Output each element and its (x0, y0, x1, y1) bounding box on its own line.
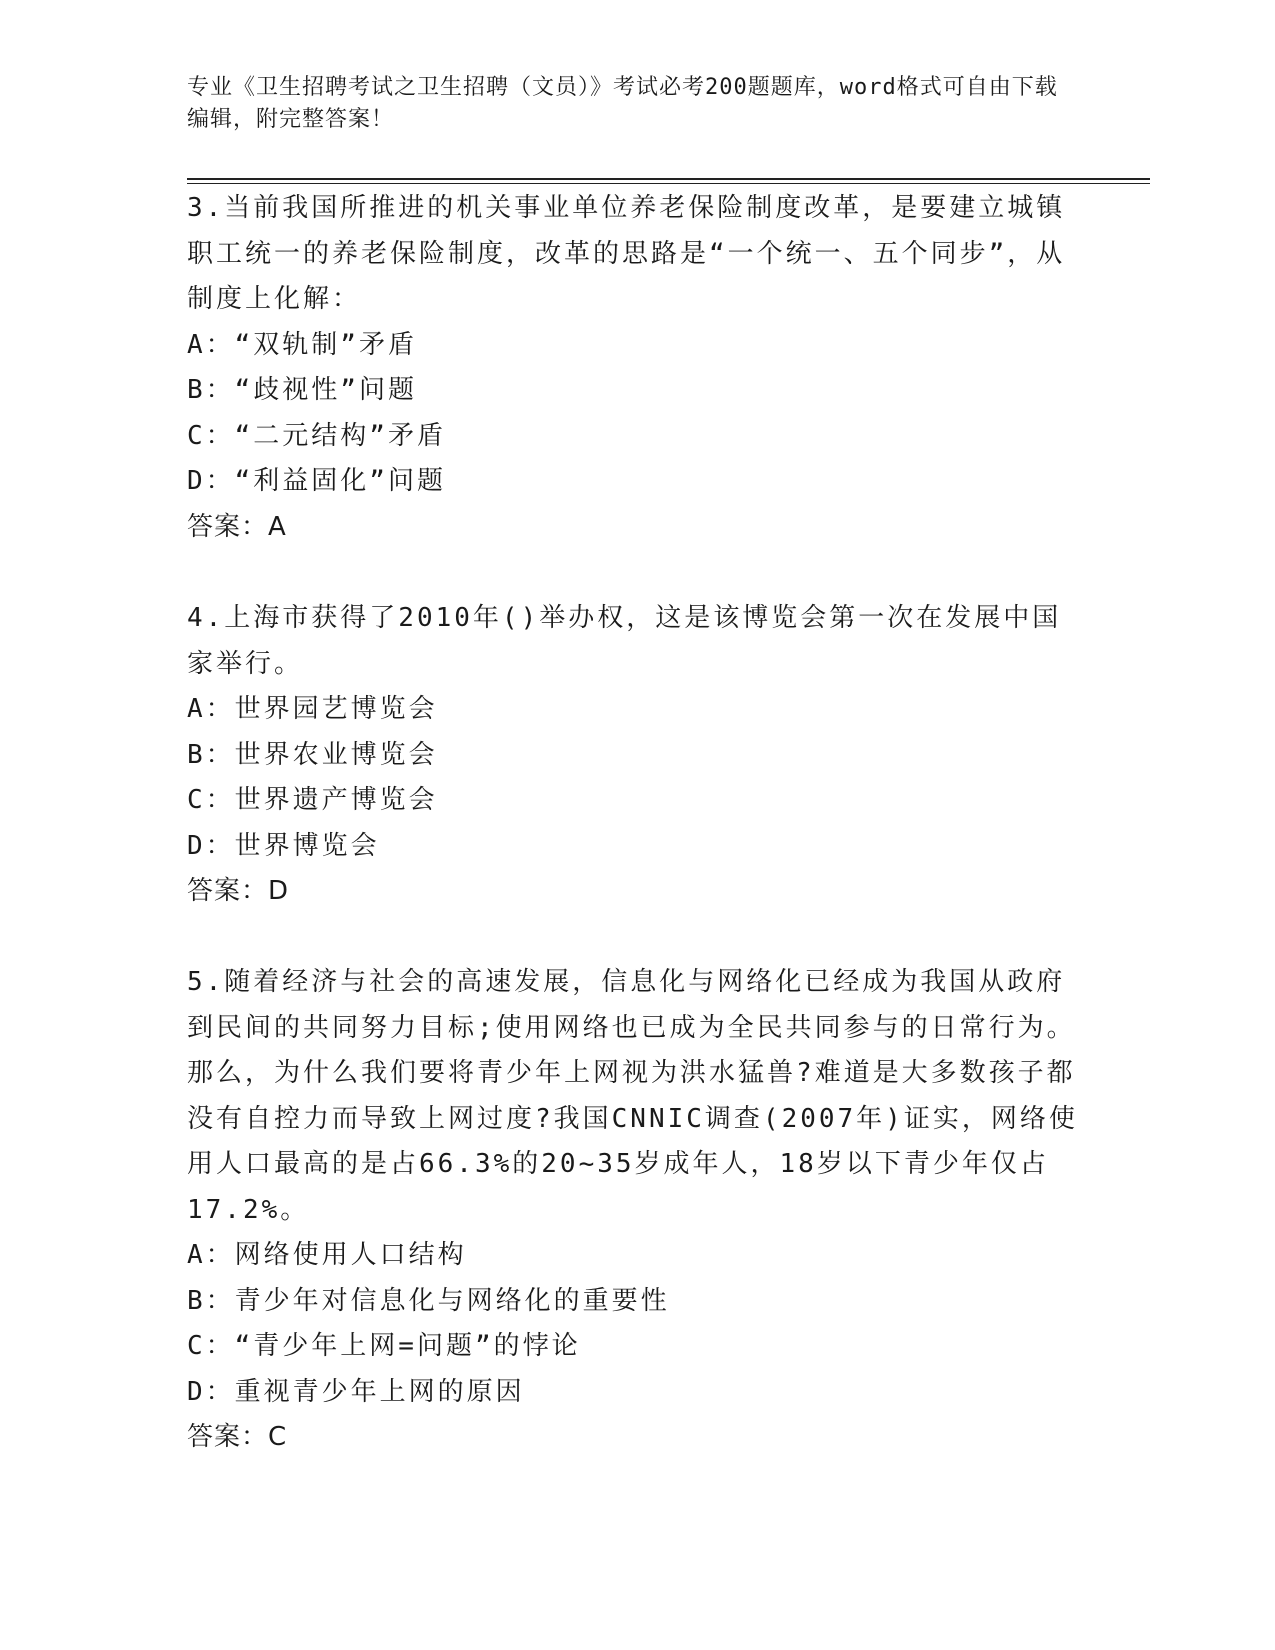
option-a: A：网络使用人口结构 (187, 1240, 467, 1270)
option-a: A：“双轨制”矛盾 (187, 329, 417, 360)
option-d: D：“利益固化”问题 (187, 466, 446, 496)
option-c: C：“二元结构”矛盾 (187, 420, 446, 451)
question-stem: 4.上海市获得了2010年()举办权，这是该博览会第一次在发展中国家举行。 (187, 603, 1062, 679)
answer: 答案：A (187, 511, 287, 542)
question-3 (187, 186, 1087, 550)
option-b: B：“歧视性”问题 (187, 375, 417, 405)
option-a: A：世界园艺博览会 (187, 694, 438, 724)
question-4 (187, 596, 1087, 915)
question-5 (187, 960, 1087, 1461)
answer: 答案：C (187, 1422, 288, 1452)
header-divider-thin (187, 183, 1150, 184)
question-stem: 3.当前我国所推进的机关事业单位养老保险制度改革，是要建立城镇职工统一的养老保险制度，改革的思路是“一个统一、五个同步”，从制度上化解： (187, 193, 1066, 314)
option-b: B：青少年对信息化与网络化的重要性 (187, 1285, 670, 1316)
answer: 答案：D (187, 876, 290, 906)
document-header: 专业《卫生招聘考试之卫生招聘（文员）》考试必考200题题库，word格式可自由下载编辑，附完整答案！ (187, 75, 1058, 132)
question-stem: 5.随着经济与社会的高速发展，信息化与网络化已经成为我国从政府到民间的共同努力目标;使用网络也已成为全民共同参与的日常行为。那么，为什么我们要将青少年上网视为洪水猛兽?难道是大多数孩子都没有自控力而导致上网过度?我国CNNIC调查(2007年)证实，网络使用人口最高的是占66.3%的20~35岁成年人，18岁以下青少年仅占17.2%。 (187, 967, 1078, 1225)
option-b: B：世界农业博览会 (187, 739, 438, 770)
option-c: C：世界遗产博览会 (187, 785, 438, 815)
option-c: C：“青少年上网=问题”的悖论 (187, 1331, 581, 1361)
option-d: D：世界博览会 (187, 830, 380, 861)
header-divider (187, 178, 1150, 180)
option-d: D：重视青少年上网的原因 (187, 1376, 525, 1407)
